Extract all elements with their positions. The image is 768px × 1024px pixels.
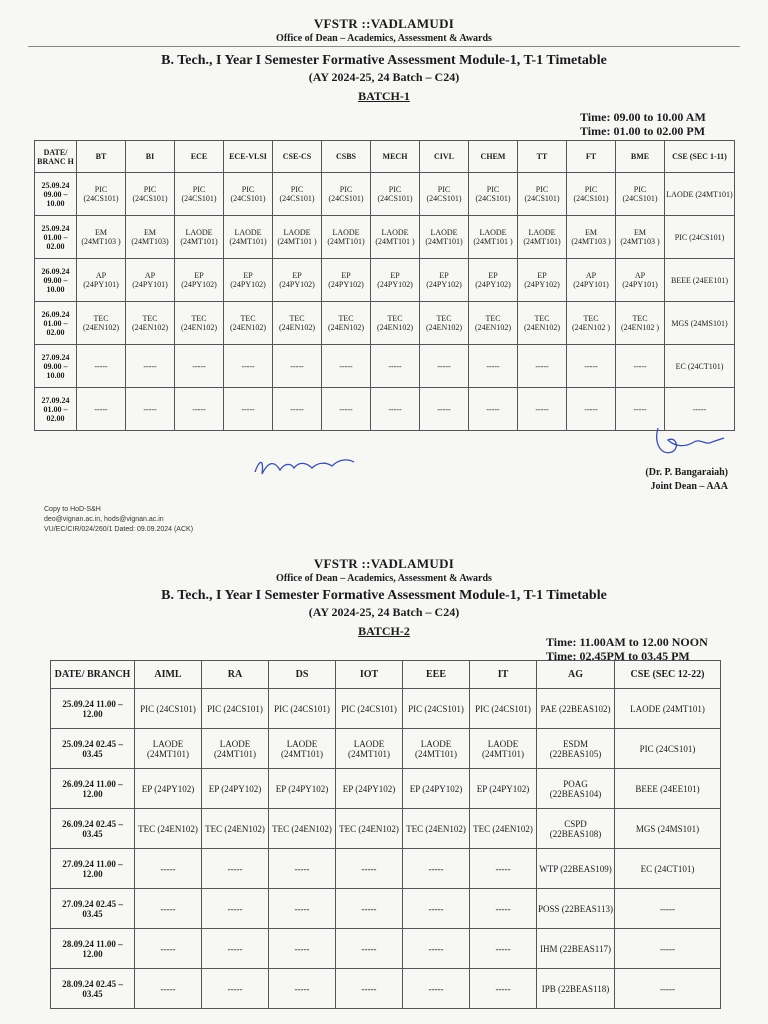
exam-cell: EC (24CT101) (665, 345, 735, 388)
exam-cell: EM (24MT103 ) (567, 216, 616, 259)
exam-cell: PIC (24CS101) (403, 689, 470, 729)
exam-cell: EM (24MT103 ) (77, 216, 126, 259)
column-header: CSE (SEC 1-11) (665, 141, 735, 173)
exam-cell: AP (24PY101) (567, 259, 616, 302)
date-slot-cell: 26.09.24 11.00 – 12.00 (51, 769, 135, 809)
exam-cell: EP (24PY102) (469, 259, 518, 302)
exam-cell: TEC (24EN102) (269, 809, 336, 849)
column-header: DS (269, 661, 336, 689)
exam-cell: ----- (403, 929, 470, 969)
exam-cell: LAODE (24MT101) (336, 729, 403, 769)
table-row (51, 889, 721, 929)
timetable-title: B. Tech., I Year I Semester Formative Assessment Module-1, T-1 Timetable (161, 588, 607, 603)
exam-cell: PIC (24CS101) (518, 173, 567, 216)
header-divider (28, 46, 740, 47)
exam-cell: ----- (616, 345, 665, 388)
column-header: ECE-VLSI (224, 141, 273, 173)
exam-cell: LAODE (24MT101 ) (273, 216, 322, 259)
exam-cell: ----- (615, 969, 721, 1009)
institution-name: VFSTR ::VADLAMUDI (313, 16, 455, 31)
exam-cell: ----- (403, 849, 470, 889)
copy-to: Copy to HoD-S&H (44, 506, 101, 513)
table-row (35, 302, 735, 345)
exam-cell: EP (24PY102) (470, 769, 537, 809)
exam-cell: ----- (469, 345, 518, 388)
circular-ref: VU/EC/CIR/024/260/1 Dated: 09.09.2024 (ACK) (44, 526, 194, 533)
batch-label: BATCH-1 (358, 89, 410, 103)
exam-cell: EP (24PY102) (371, 259, 420, 302)
date-slot-cell: 26.09.24 02.45 – 03.45 (51, 809, 135, 849)
exam-cell: ----- (269, 929, 336, 969)
table-row (51, 689, 721, 729)
exam-cell: LAODE (24MT101) (224, 216, 273, 259)
exam-cell: ----- (269, 969, 336, 1009)
exam-cell: EP (24PY102) (175, 259, 224, 302)
date-slot-cell: 28.09.24 11.00 – 12.00 (51, 929, 135, 969)
exam-cell: MGS (24MS101) (615, 809, 721, 849)
date-slot-cell: 25.09.24 09.00 – 10.00 (35, 173, 77, 216)
exam-cell: AP (24PY101) (616, 259, 665, 302)
date-slot-cell: 26.09.24 01.00 – 02.00 (35, 302, 77, 345)
exam-cell: TEC (24EN102 ) (567, 302, 616, 345)
exam-cell: ----- (175, 345, 224, 388)
exam-cell: PIC (24CS101) (135, 689, 202, 729)
column-header: MECH (371, 141, 420, 173)
table-row (51, 729, 721, 769)
exam-cell: LAODE (24MT101) (403, 729, 470, 769)
exam-cell: EP (24PY102) (518, 259, 567, 302)
exam-cell: CSPD (22BEAS108) (537, 809, 615, 849)
column-header: AIML (135, 661, 202, 689)
batch2-header (0, 548, 768, 639)
table-row (51, 849, 721, 889)
exam-cell: ----- (202, 889, 269, 929)
exam-cell: LAODE (24MT101) (269, 729, 336, 769)
exam-cell: PIC (24CS101) (420, 173, 469, 216)
exam-cell: EP (24PY102) (135, 769, 202, 809)
date-slot-cell: 25.09.24 01.00 – 02.00 (35, 216, 77, 259)
exam-cell: PIC (24CS101) (616, 173, 665, 216)
exam-cell: PIC (24CS101) (126, 173, 175, 216)
exam-cell: ----- (567, 388, 616, 431)
institution-name: VFSTR ::VADLAMUDI (313, 556, 455, 571)
exam-cell: LAODE (24MT101) (470, 729, 537, 769)
column-header: BT (77, 141, 126, 173)
column-header: DATE/ BRANC H (35, 141, 77, 173)
table-row (51, 809, 721, 849)
exam-cell: PIC (24CS101) (665, 216, 735, 259)
exam-cell: ----- (224, 388, 273, 431)
column-header: CSBS (322, 141, 371, 173)
column-header: CHEM (469, 141, 518, 173)
signatory-block (645, 466, 728, 494)
exam-cell: LAODE (24MT101) (322, 216, 371, 259)
exam-cell: TEC (24EN102) (77, 302, 126, 345)
exam-cell: ----- (518, 345, 567, 388)
column-header: ECE (175, 141, 224, 173)
exam-cell: PIC (24CS101) (202, 689, 269, 729)
exam-cell: ----- (470, 889, 537, 929)
exam-cell: PIC (24CS101) (469, 173, 518, 216)
signatory-name: (Dr. P. Bangaraiah) (645, 467, 728, 478)
copy-to-block (44, 505, 193, 535)
exam-cell: POAG (22BEAS104) (537, 769, 615, 809)
exam-cell: ----- (224, 345, 273, 388)
exam-cell: TEC (24EN102) (470, 809, 537, 849)
exam-cell: EP (24PY102) (269, 769, 336, 809)
exam-cell: ----- (403, 889, 470, 929)
exam-cell: TEC (24EN102) (403, 809, 470, 849)
exam-cell: ----- (135, 929, 202, 969)
exam-cell: ----- (518, 388, 567, 431)
table-row (51, 769, 721, 809)
batch1-timetable (34, 140, 735, 431)
exam-cell: PIC (24CS101) (77, 173, 126, 216)
exam-cell: ----- (336, 969, 403, 1009)
time-line-2: Time: 02.45PM to 03.45 PM (546, 649, 690, 663)
exam-cell: LAODE (24MT101) (665, 173, 735, 216)
exam-cell: TEC (24EN102) (224, 302, 273, 345)
exam-cell: EP (24PY102) (202, 769, 269, 809)
exam-cell: TEC (24EN102 ) (616, 302, 665, 345)
table-row (35, 216, 735, 259)
exam-cell: ----- (175, 388, 224, 431)
date-slot-cell: 27.09.24 02.45 – 03.45 (51, 889, 135, 929)
academic-year: (AY 2024-25, 24 Batch – C24) (308, 70, 460, 84)
exam-cell: ----- (420, 388, 469, 431)
exam-cell: MGS (24MS101) (665, 302, 735, 345)
column-header: DATE/ BRANCH (51, 661, 135, 689)
date-slot-cell: 25.09.24 11.00 – 12.00 (51, 689, 135, 729)
exam-cell: EP (24PY102) (420, 259, 469, 302)
exam-cell: ----- (469, 388, 518, 431)
exam-cell: ----- (470, 969, 537, 1009)
date-slot-cell: 27.09.24 01.00 – 02.00 (35, 388, 77, 431)
exam-cell: LAODE (24MT101) (615, 689, 721, 729)
column-header: CSE (SEC 12-22) (615, 661, 721, 689)
table-row (51, 969, 721, 1009)
exam-cell: ----- (665, 388, 735, 431)
exam-cell: ----- (615, 889, 721, 929)
exam-cell: PIC (24CS101) (273, 173, 322, 216)
exam-cell: ----- (202, 969, 269, 1009)
exam-cell: ----- (616, 388, 665, 431)
column-header: BME (616, 141, 665, 173)
exam-cell: PIC (24CS101) (175, 173, 224, 216)
academic-year: (AY 2024-25, 24 Batch – C24) (308, 605, 460, 619)
exam-cell: TEC (24EN102) (175, 302, 224, 345)
column-header: TT (518, 141, 567, 173)
exam-cell: PIC (24CS101) (470, 689, 537, 729)
exam-cell: TEC (24EN102) (518, 302, 567, 345)
timetable-title: B. Tech., I Year I Semester Formative Assessment Module-1, T-1 Timetable (161, 53, 607, 68)
column-header: EEE (403, 661, 470, 689)
exam-cell: LAODE (24MT101) (135, 729, 202, 769)
exam-cell: LAODE (24MT101 ) (469, 216, 518, 259)
exam-cell: ----- (470, 929, 537, 969)
exam-cell: ----- (615, 929, 721, 969)
table-row (35, 345, 735, 388)
exam-cell: EP (24PY102) (336, 769, 403, 809)
exam-cell: ----- (126, 388, 175, 431)
exam-cell: EM (24MT103 ) (616, 216, 665, 259)
exam-cell: LAODE (24MT101) (518, 216, 567, 259)
time-line-2: Time: 01.00 to 02.00 PM (580, 124, 706, 138)
batch1-time-block (580, 110, 706, 138)
exam-cell: TEC (24EN102) (420, 302, 469, 345)
batch2-time-block (546, 635, 708, 663)
exam-cell: TEC (24EN102) (322, 302, 371, 345)
exam-cell: IHM (22BEAS117) (537, 929, 615, 969)
exam-cell: TEC (24EN102) (135, 809, 202, 849)
column-header: CIVL (420, 141, 469, 173)
initials-signature (250, 450, 360, 480)
exam-cell: WTP (22BEAS109) (537, 849, 615, 889)
exam-cell: EP (24PY102) (322, 259, 371, 302)
exam-cell: AP (24PY101) (77, 259, 126, 302)
table-row (35, 173, 735, 216)
exam-cell: ----- (336, 889, 403, 929)
exam-cell: ----- (135, 969, 202, 1009)
exam-cell: ----- (135, 889, 202, 929)
exam-cell: PIC (24CS101) (269, 689, 336, 729)
exam-cell: ----- (135, 849, 202, 889)
exam-cell: ----- (336, 929, 403, 969)
exam-cell: PIC (24CS101) (567, 173, 616, 216)
exam-cell: IPB (22BEAS118) (537, 969, 615, 1009)
date-slot-cell: 27.09.24 09.00 – 10.00 (35, 345, 77, 388)
exam-cell: ----- (567, 345, 616, 388)
exam-cell: PIC (24CS101) (322, 173, 371, 216)
exam-cell: ----- (269, 849, 336, 889)
exam-cell: TEC (24EN102) (202, 809, 269, 849)
table-row (51, 929, 721, 969)
date-slot-cell: 28.09.24 02.45 – 03.45 (51, 969, 135, 1009)
exam-cell: ----- (322, 388, 371, 431)
batch-label: BATCH-2 (358, 624, 410, 638)
exam-cell: BEEE (24EE101) (665, 259, 735, 302)
time-line-1: Time: 11.00AM to 12.00 NOON (546, 635, 708, 649)
exam-cell: POSS (22BEAS113) (537, 889, 615, 929)
exam-cell: TEC (24EN102) (469, 302, 518, 345)
date-slot-cell: 27.09.24 11.00 – 12.00 (51, 849, 135, 889)
exam-cell: ----- (371, 388, 420, 431)
exam-cell: ----- (420, 345, 469, 388)
table-row (35, 259, 735, 302)
column-header: FT (567, 141, 616, 173)
exam-cell: ESDM (22BEAS105) (537, 729, 615, 769)
exam-cell: AP (24PY101) (126, 259, 175, 302)
exam-cell: BEEE (24EE101) (615, 769, 721, 809)
office-name: Office of Dean – Academics, Assessment & Awards (276, 573, 492, 584)
exam-cell: EP (24PY102) (273, 259, 322, 302)
exam-cell: ----- (273, 388, 322, 431)
exam-cell: LAODE (24MT101) (175, 216, 224, 259)
exam-cell: ----- (322, 345, 371, 388)
column-header: IOT (336, 661, 403, 689)
exam-cell: TEC (24EN102) (126, 302, 175, 345)
exam-cell: EP (24PY102) (224, 259, 273, 302)
exam-cell: PIC (24CS101) (336, 689, 403, 729)
date-slot-cell: 25.09.24 02.45 – 03.45 (51, 729, 135, 769)
table-row (35, 388, 735, 431)
exam-cell: EP (24PY102) (403, 769, 470, 809)
exam-cell: ----- (336, 849, 403, 889)
column-header: CSE-CS (273, 141, 322, 173)
exam-cell: TEC (24EN102) (336, 809, 403, 849)
exam-cell: PIC (24CS101) (224, 173, 273, 216)
column-header: BI (126, 141, 175, 173)
exam-cell: EM (24MT103) (126, 216, 175, 259)
exam-cell: ----- (273, 345, 322, 388)
column-header: RA (202, 661, 269, 689)
date-slot-cell: 26.09.24 09.00 – 10.00 (35, 259, 77, 302)
exam-cell: ----- (202, 929, 269, 969)
exam-cell: PAE (22BEAS102) (537, 689, 615, 729)
dean-signature (650, 422, 730, 462)
exam-cell: LAODE (24MT101) (202, 729, 269, 769)
exam-cell: ----- (269, 889, 336, 929)
exam-cell: PIC (24CS101) (615, 729, 721, 769)
exam-cell: ----- (470, 849, 537, 889)
exam-cell: ----- (371, 345, 420, 388)
email-list: deo@vignan.ac.in, hods@vignan.ac.in (44, 516, 164, 523)
batch2-timetable (50, 660, 721, 1009)
exam-cell: ----- (126, 345, 175, 388)
exam-cell: EC (24CT101) (615, 849, 721, 889)
column-header: IT (470, 661, 537, 689)
column-header: AG (537, 661, 615, 689)
exam-cell: TEC (24EN102) (371, 302, 420, 345)
signatory-title: Joint Dean – AAA (650, 481, 728, 492)
exam-cell: ----- (77, 388, 126, 431)
exam-cell: ----- (202, 849, 269, 889)
batch1-header (0, 0, 768, 104)
exam-cell: PIC (24CS101) (371, 173, 420, 216)
exam-cell: LAODE (24MT101 ) (371, 216, 420, 259)
office-name: Office of Dean – Academics, Assessment & Awards (276, 33, 492, 44)
exam-cell: TEC (24EN102) (273, 302, 322, 345)
exam-cell: ----- (403, 969, 470, 1009)
batch2-section (0, 548, 768, 1024)
time-line-1: Time: 09.00 to 10.00 AM (580, 110, 706, 124)
exam-cell: ----- (77, 345, 126, 388)
exam-cell: LAODE (24MT101) (420, 216, 469, 259)
